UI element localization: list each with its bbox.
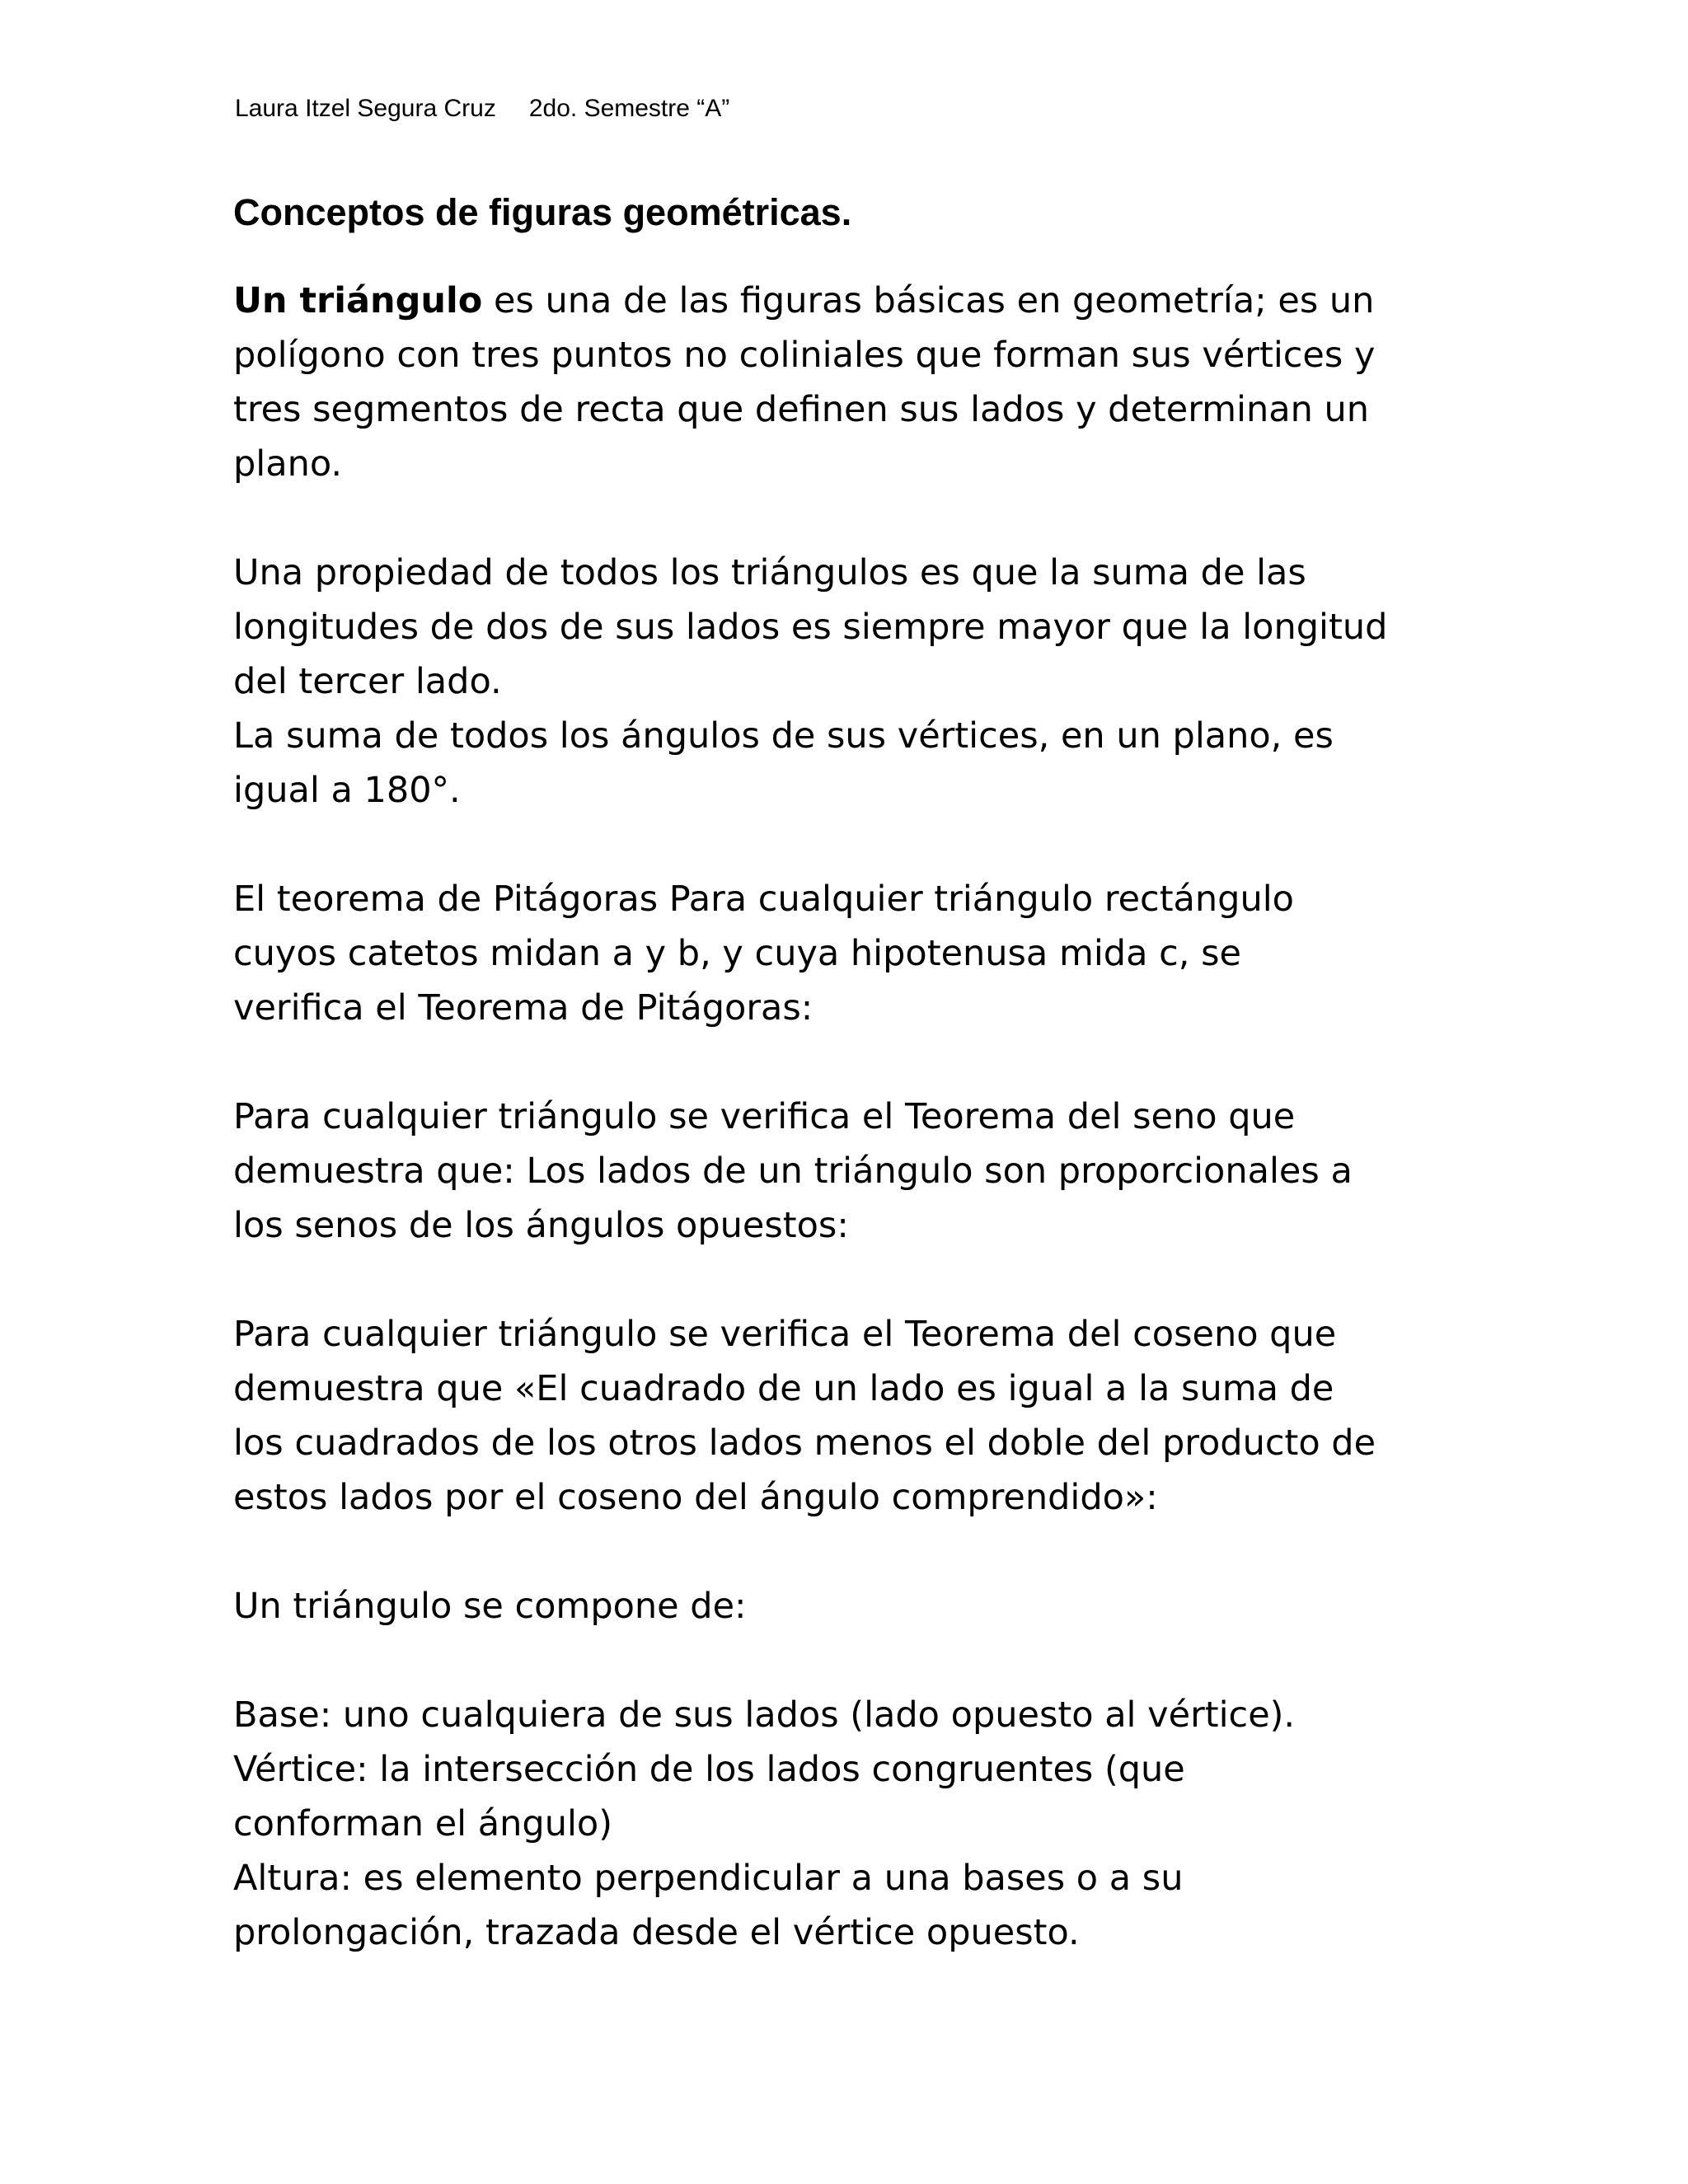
paragraph-line: igual a 180°. [233,770,461,811]
paragraph-line: longitudes de dos de sus lados es siempre mayor que la longitud [233,607,1388,648]
paragraph-gap [233,1633,1486,1688]
paragraph-composition-intro [233,1579,1486,1633]
paragraph-line: prolongación, trazada desde el vértice opuesto. [233,1912,1080,1953]
paragraph-line: los cuadrados de los otros lados menos el doble del producto de [233,1422,1376,1464]
paragraph-line: Un triángulo se compone de: [233,1586,747,1627]
page-header [235,92,729,125]
paragraph-line: Para cualquier triángulo se verifica el Teorema del seno que [233,1096,1296,1137]
paragraph-gap [233,1253,1486,1307]
paragraph-line: El teorema de Pitágoras Para cualquier triángulo rectángulo [233,879,1294,920]
paragraph-line: demuestra que: Los lados de un triángulo son proporcionales a [233,1151,1353,1192]
paragraph-line: Base: uno cualquiera de sus lados (lado opuesto al vértice). [233,1694,1296,1736]
paragraph-line: conforman el ángulo) [233,1803,612,1844]
paragraph-components [233,1688,1486,1960]
paragraph-line: La suma de todos los ángulos de sus vértices, en un plano, es [233,715,1334,757]
author-name: Laura Itzel Segura Cruz [235,95,496,122]
paragraph-gap [233,818,1486,872]
paragraph-line: Una propiedad de todos los triángulos es que la suma de las [233,552,1306,593]
paragraph-pythagoras [233,872,1486,1035]
paragraph-line: estos lados por el coseno del ángulo comprendido»: [233,1477,1158,1518]
paragraph-line: cuyos catetos midan a y b, y cuya hipotenusa mida c, se [233,933,1241,974]
paragraph-line: los senos de los ángulos opuestos: [233,1205,849,1246]
paragraph-gap [233,491,1486,546]
document-title: Conceptos de figuras geométricas. [233,191,852,233]
paragraph-definition [233,274,1486,491]
bold-term: Un triángulo [233,280,483,321]
paragraph-cosine-theorem [233,1307,1486,1525]
paragraph-properties [233,546,1486,818]
paragraph-line: Para cualquier triángulo se verifica el Teorema del coseno que [233,1314,1337,1355]
paragraph-line: tres segmentos de recta que definen sus lados y determinan un [233,389,1370,430]
paragraph-gap [233,1525,1486,1579]
paragraph-line: del tercer lado. [233,661,502,702]
paragraph-line: polígono con tres puntos no coliniales que forman sus vértices y [233,335,1376,376]
paragraph-line: demuestra que «El cuadrado de un lado es igual a la suma de [233,1368,1334,1409]
paragraph-sine-theorem [233,1090,1486,1253]
semester-label: 2do. Semestre “A” [528,95,730,122]
paragraph-line: plano. [233,443,343,485]
document-body [233,274,1486,1960]
paragraph-line: Vértice: la intersección de los lados congruentes (que [233,1749,1185,1790]
text-run: es una de las figuras básicas en geometría; es un [482,280,1375,321]
paragraph-gap [233,1035,1486,1090]
paragraph-line: verifica el Teorema de Pitágoras: [233,987,814,1029]
paragraph-line: Altura: es elemento perpendicular a una bases o a su [233,1858,1184,1899]
paragraph-line [233,274,1486,328]
